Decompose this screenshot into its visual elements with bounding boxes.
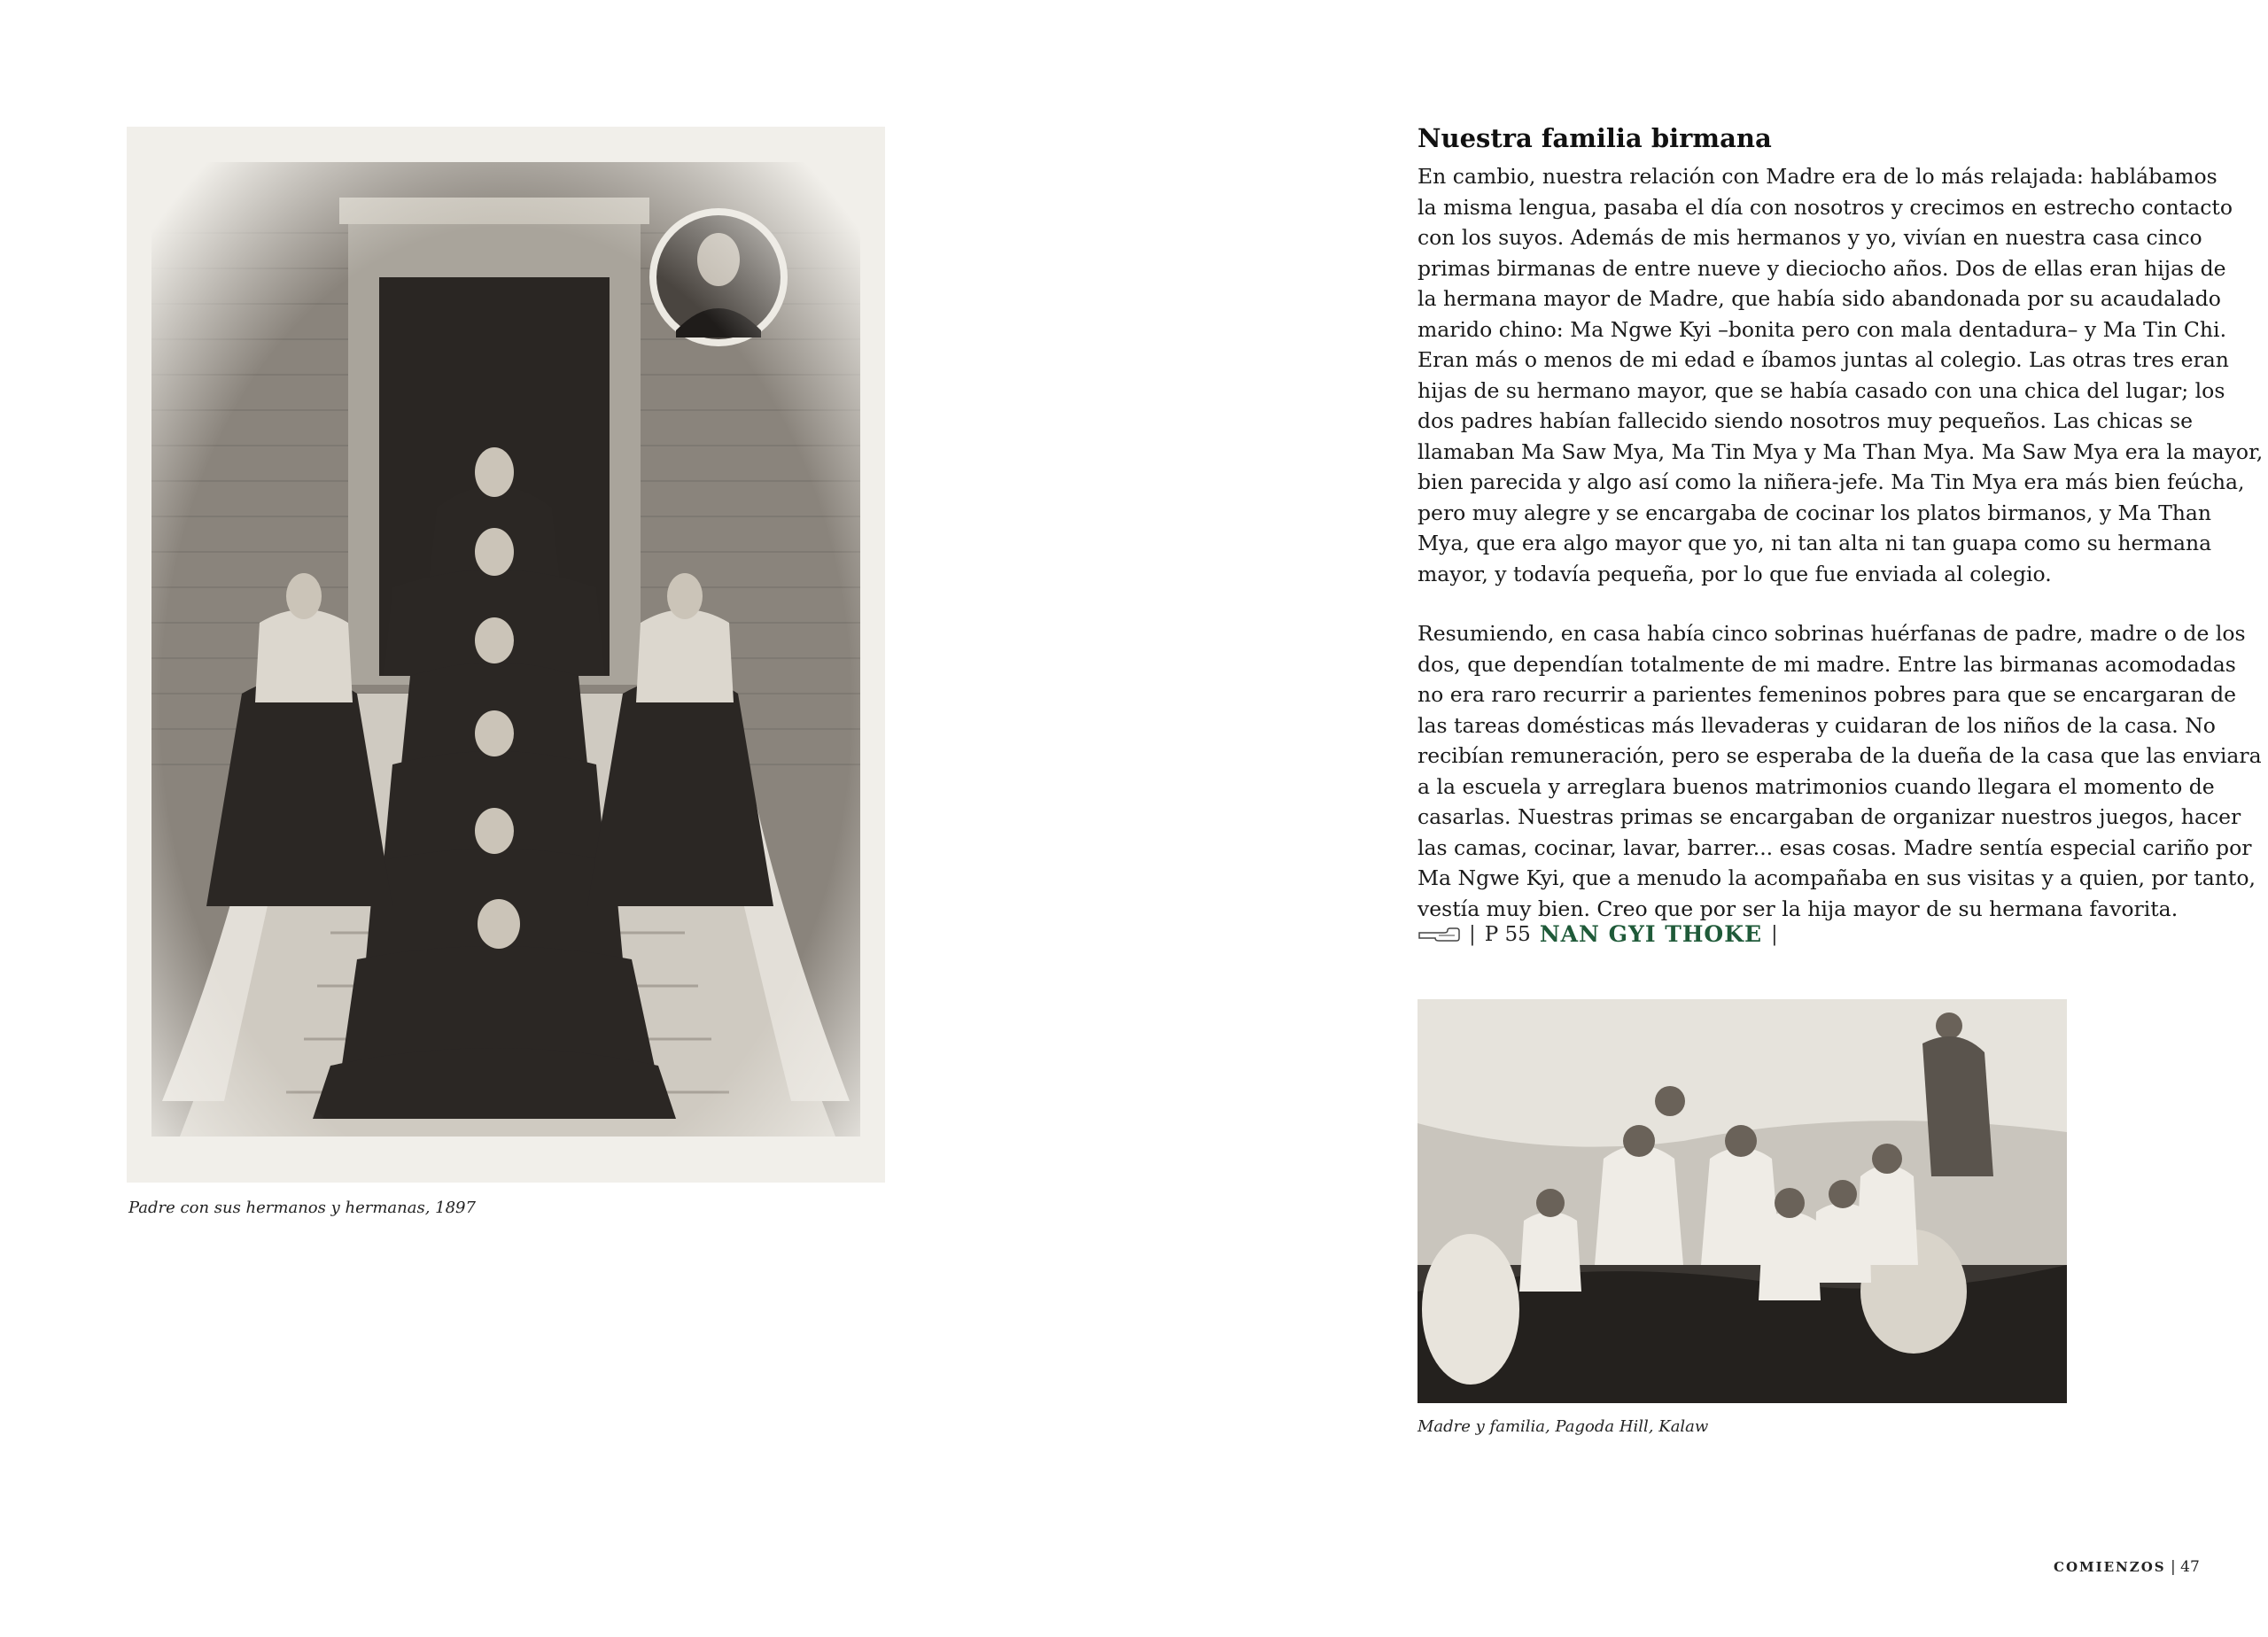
cross-reference — [1418, 921, 1778, 947]
text-line: marido chino: Ma Ngwe Kyi –bonita pero con mala dentadura– y Ma Tin Chi. — [1418, 316, 2227, 342]
text-line: llamaban Ma Saw Mya, Ma Tin Mya y Ma Than Mya. Ma Saw Mya era la mayor, — [1418, 438, 2264, 464]
text-line: dos padres habían fallecido siendo nosotros muy pequeños. Las chicas se — [1418, 408, 2194, 433]
text-line: Mya, que era algo mayor que yo, ni tan alta ni tan guapa como su hermana — [1418, 531, 2212, 555]
right-photo-caption: Madre y familia, Pagoda Hill, Kalaw — [1418, 1417, 1709, 1436]
separator: | — [1469, 922, 1476, 946]
text-line: pero muy alegre y se encargaba de cocinar los platos birmanos, y Ma Than — [1418, 500, 2212, 525]
text-line: la misma lengua, pasaba el día con nosotros y crecimos en estrecho contacto — [1418, 194, 2233, 220]
left-photo-caption: Padre con sus hermanos y hermanas, 1897 — [128, 1199, 476, 1217]
cross-reference-link[interactable]: NAN GYI THOKE — [1539, 921, 1762, 947]
paragraph-1 — [1418, 161, 2264, 589]
family-on-steps-photo — [127, 127, 885, 1183]
separator: | — [1771, 922, 1778, 946]
section-name: COMIENZOS — [2054, 1559, 2166, 1575]
text-line: las tareas domésticas más llevaderas y cuidaran de los niños de la casa. No — [1418, 712, 2216, 738]
text-line: dos, que dependían totalmente de mi madre. Entre las birmanas acomodadas — [1418, 651, 2236, 677]
text-line: con los suyos. Además de mis hermanos y yo, vivían en nuestra casa cinco — [1418, 225, 2202, 250]
footer-separator: | — [2171, 1558, 2176, 1576]
page-reference: P 55 — [1484, 922, 1531, 946]
page-number: 47 — [2180, 1558, 2200, 1576]
text-line: bien parecida y algo así como la niñera-jefe. Ma Tin Mya era más bien feúcha, — [1418, 469, 2245, 494]
text-line: la hermana mayor de Madre, que había sido abandonada por su acaudalado — [1418, 286, 2221, 311]
section-heading: Nuestra familia birmana — [1418, 123, 1772, 153]
text-line: mayor, y todavía pequeña, por lo que fue enviada al colegio. — [1418, 561, 2052, 586]
text-line: hijas de su hermano mayor, que se había casado con una chica del lugar; los — [1418, 377, 2225, 403]
text-line: las camas, cocinar, lavar, barrer... esas cosas. Madre sentía especial cariño por — [1418, 834, 2252, 860]
running-footer — [2054, 1558, 2200, 1576]
pointing-hand-icon — [1418, 926, 1460, 943]
text-line: no era raro recurrir a parientes femeninos pobres para que se encargaran de — [1418, 682, 2237, 707]
text-line: a la escuela y arreglara buenos matrimonios cuando llegara el momento de — [1418, 773, 2215, 799]
text-line: primas birmanas de entre nueve y dieciocho años. Dos de ellas eran hijas de — [1418, 255, 2226, 281]
text-line: recibían remuneración, pero se esperaba de la dueña de la casa que las enviara — [1418, 743, 2262, 768]
mother-and-family-photo — [1418, 999, 2067, 1403]
text-line: vestía muy bien. Creo que por ser la hija mayor de su hermana favorita. — [1418, 896, 2179, 921]
text-line: Resumiendo, en casa había cinco sobrinas huérfanas de padre, madre o de los — [1418, 621, 2246, 646]
paragraph-2 — [1418, 618, 2262, 924]
text-line: En cambio, nuestra relación con Madre era de lo más relajada: hablábamos — [1418, 164, 2218, 189]
text-line: casarlas. Nuestras primas se encargaban de organizar nuestros juegos, hacer — [1418, 804, 2241, 829]
text-line: Ma Ngwe Kyi, que a menudo la acompañaba en sus visitas y a quien, por tanto, — [1418, 865, 2256, 890]
text-line: Eran más o menos de mi edad e íbamos juntas al colegio. Las otras tres eran — [1418, 347, 2229, 372]
